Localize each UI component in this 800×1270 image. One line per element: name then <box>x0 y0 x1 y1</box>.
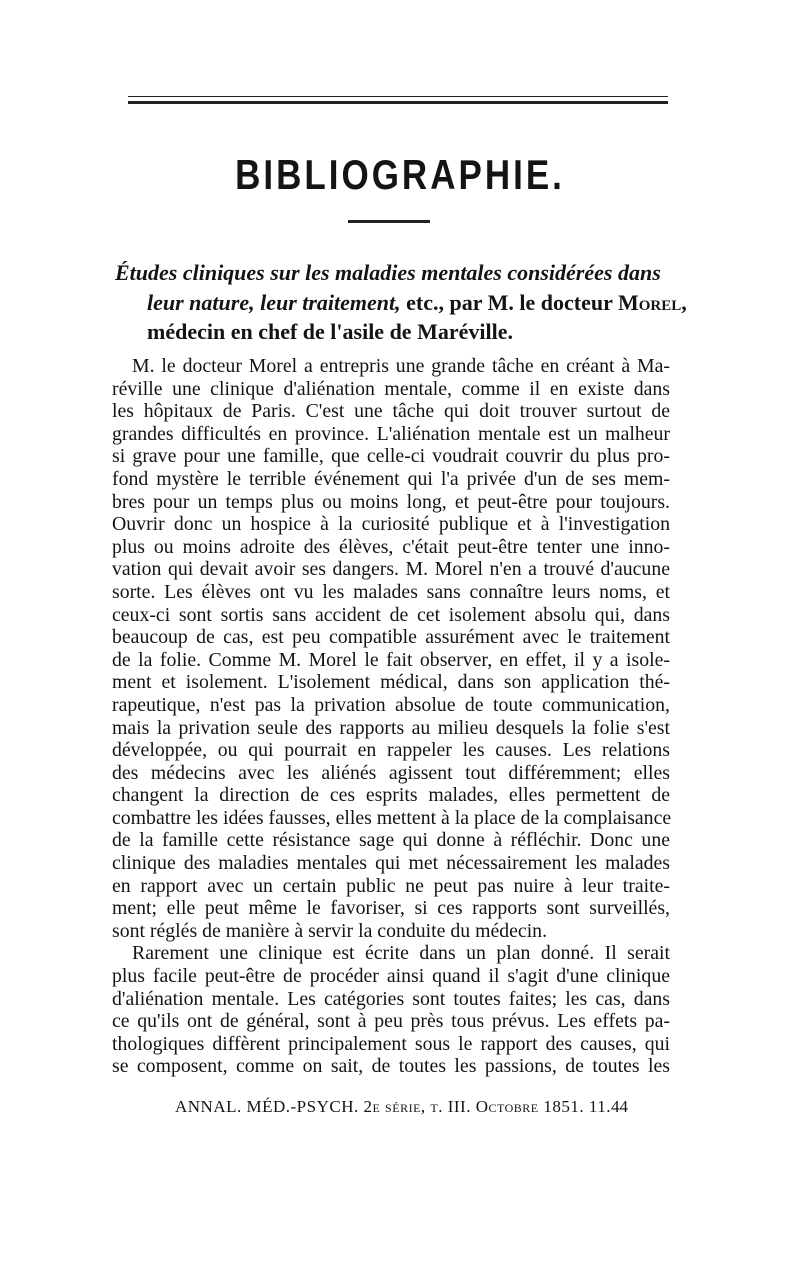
body-line: d'aliénation mentale. Les catégories sont toutes faites; les cas, dans <box>112 987 670 1010</box>
book-title-line-1: Études cliniques sur les maladies mentales considérées dans <box>115 260 661 285</box>
body-line: M. le docteur Morel a entrepris une grande tâche en créant à Ma- <box>132 355 670 377</box>
body-line: en rapport avec un certain public ne peut pas nuire à leur traite- <box>112 874 670 897</box>
body-line: sont réglés de manière à servir la conduite du médecin. <box>112 919 548 942</box>
body-line: Ouvrir donc un hospice à la curiosité publique et à l'investigation <box>112 513 670 536</box>
book-title-italic-part: leur nature, leur traitement, <box>147 289 401 315</box>
body-line: si grave pour une famille, que celle-ci voudrait couvrir du plus pro- <box>112 445 670 468</box>
body-line: vation qui devait avoir ses dangers. M. Morel n'en a trouvé d'aucune <box>112 558 670 581</box>
book-title-line-3: médecin en chef de l'asile de Maréville. <box>147 319 513 344</box>
body-line: rapeutique, n'est pas la privation absolue de toute communication, <box>112 693 670 716</box>
heading-underline <box>348 220 430 223</box>
body-line: bres pour un temps plus ou moins long, et peut-être pour toujours. <box>112 490 670 513</box>
page-footer <box>175 1097 628 1117</box>
body-line: de la famille cette résistance sage qui donne à réfléchir. Donc une <box>112 829 670 852</box>
body-line: changent la direction de ces esprits malades, elles permettent de <box>112 784 670 807</box>
body-line: ce qu'ils ont de général, sont à peu près tous prévus. Les effets pa- <box>112 1010 670 1033</box>
body-line: des médecins avec les aliénés agissent tout différemment; elles <box>112 761 670 784</box>
body-line: sorte. Les élèves ont vu les malades sans connaître leurs noms, et <box>112 580 670 603</box>
page-number: 44 <box>610 1097 628 1116</box>
body-line: de la folie. Comme M. Morel le fait observer, en effet, il y a isole- <box>112 648 670 671</box>
body-line: fond mystère le terrible événement qui l'a privée d'un de ses mem- <box>112 467 670 490</box>
body-line: plus facile peut-être de procéder ainsi quand il s'agit d'une clinique <box>112 965 670 988</box>
body-line: ceux-ci sont sortis sans accident de cet isolement absolu qui, dans <box>112 603 670 626</box>
book-title <box>115 258 687 347</box>
body-line: plus ou moins adroite des élèves, c'était peut-être tenter une inno- <box>112 535 670 558</box>
signature-mark: ANNAL. MÉD.-PSYCH. 2e série, t. III. Octobre 1851. 11. <box>175 1097 611 1116</box>
body-line: développée, ou qui pourrait en rappeler les causes. Les relations <box>112 739 670 762</box>
author-name: Morel, <box>617 289 687 315</box>
body-line: mais la privation seule des rapports au milieu desquels la folie s'est <box>112 716 670 739</box>
body-line: ment et isolement. L'isolement médical, dans son application thé- <box>112 671 670 694</box>
book-title-attribution: etc., par M. le docteur <box>400 289 618 315</box>
body-line: beaucoup de cas, est peu compatible assurément avec le traitement <box>112 626 670 649</box>
body-line: combattre les idées fausses, elles mettent à la place de la complaisance <box>112 806 672 829</box>
body-line: se composent, comme on sait, de toutes les passions, de toutes les <box>112 1055 670 1078</box>
body-line: les hôpitaux de Paris. C'est une tâche qui doit trouver surtout de <box>112 400 670 423</box>
body-line: Rarement une clinique est écrite dans un plan donné. Il serait <box>132 942 670 965</box>
section-heading: BIBLIOGRAPHIE. <box>235 152 565 199</box>
body-line: thologiques diffèrent principalement sous le rapport des causes, qui <box>112 1032 670 1055</box>
book-title-line-2 <box>115 288 687 318</box>
review-body <box>112 355 670 1078</box>
body-line: grandes difficultés en province. L'aliénation mentale est un malheur <box>112 422 670 445</box>
top-double-rule <box>128 96 668 110</box>
body-line: ment; elle peut même le favoriser, si ces rapports sont surveillés, <box>112 897 670 920</box>
body-line: réville une clinique d'aliénation mentale, comme il en existe dans <box>112 377 670 400</box>
body-line: clinique des maladies mentales qui met nécessairement les malades <box>112 852 670 875</box>
